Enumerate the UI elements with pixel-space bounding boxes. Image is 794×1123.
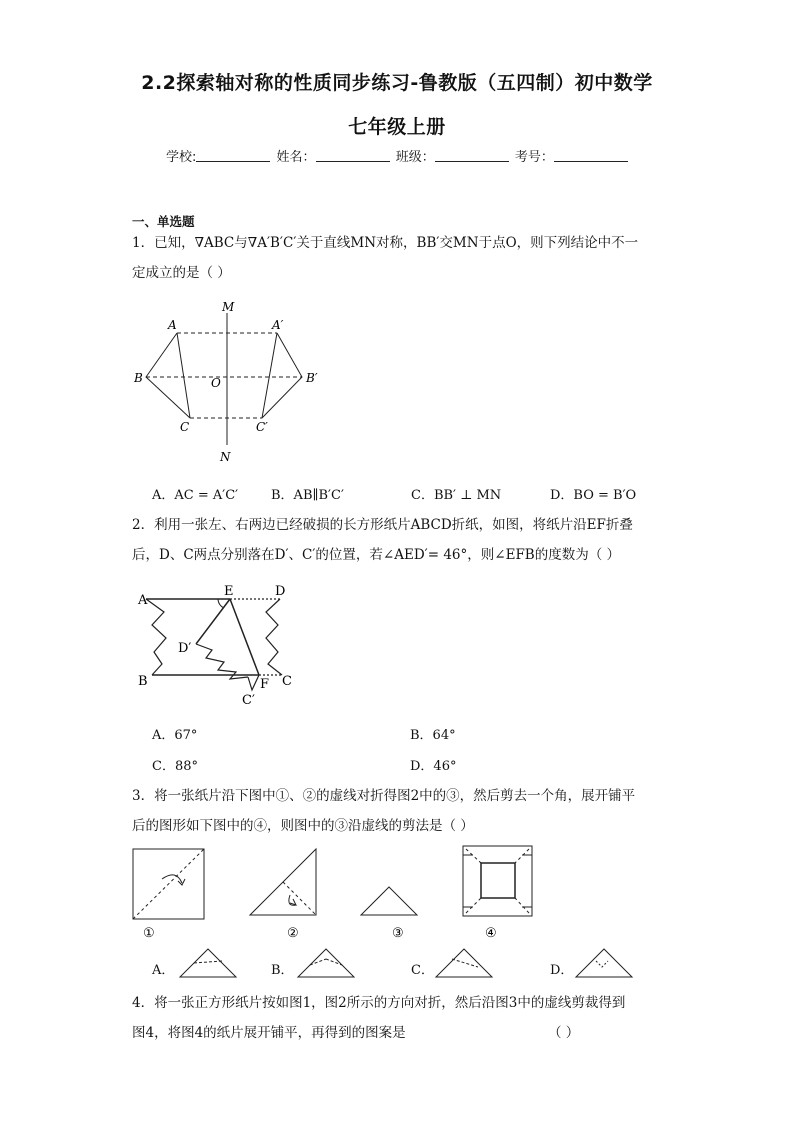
label-A: A: [138, 593, 148, 608]
q3-option-a[interactable]: A．: [152, 963, 175, 978]
q3-option-d[interactable]: D．: [550, 963, 574, 978]
name-blank[interactable]: [316, 149, 390, 162]
student-info-row: [166, 146, 630, 165]
label-A: A: [168, 318, 177, 332]
school-label: 学校:: [166, 150, 197, 165]
section-heading: 一、单选题: [132, 214, 195, 229]
q3-option-a-figure[interactable]: [178, 945, 238, 981]
fig-label-3: ③: [392, 926, 404, 941]
q3-text-line1: 3．将一张纸片沿下图中①、②的虚线对折得图2中的③，然后剪去一个角，展开铺平: [132, 788, 636, 804]
label-O: O: [211, 376, 221, 390]
q2-text-line2: 后，D、C两点分别落在D′、C′的位置，若∠AED′= 46°，则∠EFB的度数为（ ）: [132, 547, 621, 563]
label-N: N: [220, 450, 231, 464]
label-C-prime: C′: [256, 420, 268, 434]
label-A-prime: A′: [272, 318, 284, 332]
q3-figures: [130, 845, 550, 945]
q1-option-c[interactable]: C．BB′ ⊥ MN: [411, 488, 502, 503]
q4-text-line2: 图4，将图4的纸片展开铺平，再得到的图案是: [132, 1025, 406, 1041]
label-C: C: [180, 420, 190, 434]
q3-option-b-figure[interactable]: [296, 945, 356, 981]
label-B-prime: B′: [306, 371, 318, 385]
label-C: C: [282, 674, 292, 689]
page-title-line2: 七年级上册: [348, 116, 446, 138]
name-label: 姓名：: [276, 150, 316, 165]
q3-text-line2: 后的图形如下图中的④，则图中的③沿虚线的剪法是（ ）: [132, 818, 474, 834]
class-blank[interactable]: [435, 149, 509, 162]
q2-option-b[interactable]: B．64°: [410, 728, 456, 743]
q3-option-c[interactable]: C．: [411, 963, 434, 978]
fig-label-2: ②: [287, 926, 299, 941]
label-D-prime: D′: [178, 641, 192, 656]
label-C-prime: C′: [242, 693, 255, 708]
q2-option-c[interactable]: C．88°: [152, 759, 198, 774]
label-B: B: [134, 371, 143, 385]
school-blank[interactable]: [196, 149, 270, 162]
q2-option-a[interactable]: A．67°: [152, 728, 198, 743]
q3-option-b[interactable]: B．: [271, 963, 294, 978]
page-title-line1: 2.2探索轴对称的性质同步练习-鲁教版（五四制）初中数学: [141, 72, 653, 94]
label-E: E: [224, 584, 234, 599]
label-F: F: [260, 677, 270, 692]
q3-option-c-figure[interactable]: [434, 945, 494, 981]
exam-number-label: 考号：: [514, 150, 554, 165]
q2-option-d[interactable]: D．46°: [410, 759, 457, 774]
q4-answer-paren: （ ）: [548, 1025, 580, 1041]
q2-figure: [132, 578, 307, 713]
q1-option-b[interactable]: B．AB∥B′C′: [271, 488, 344, 503]
q1-option-a[interactable]: A．AC = A′C′: [152, 488, 239, 503]
q1-text-line1: 1．已知，∇ABC与∇A′B′C′关于直线MN对称，BB′交MN于点O，则下列结论中不一: [132, 235, 639, 251]
q2-text-line1: 2．利用一张左、右两边已经破损的长方形纸片ABCD折纸，如图，将纸片沿EF折叠: [132, 517, 633, 533]
q3-option-d-figure[interactable]: [574, 945, 634, 981]
label-M: M: [222, 300, 235, 314]
q1-option-d[interactable]: D．BO = B′O: [550, 488, 637, 503]
q1-text-line2: 定成立的是（ ）: [132, 265, 231, 281]
q1-figure: [130, 295, 330, 467]
label-D: D: [275, 584, 286, 599]
class-label: 班级：: [395, 150, 435, 165]
label-B: B: [138, 674, 148, 689]
exam-number-blank[interactable]: [554, 149, 628, 162]
fig-label-4: ④: [485, 926, 497, 941]
q4-text-line1: 4．将一张正方形纸片按如图1，图2所示的方向对折，然后沿图3中的虚线剪裁得到: [132, 995, 626, 1011]
fig-label-1: ①: [143, 926, 155, 941]
